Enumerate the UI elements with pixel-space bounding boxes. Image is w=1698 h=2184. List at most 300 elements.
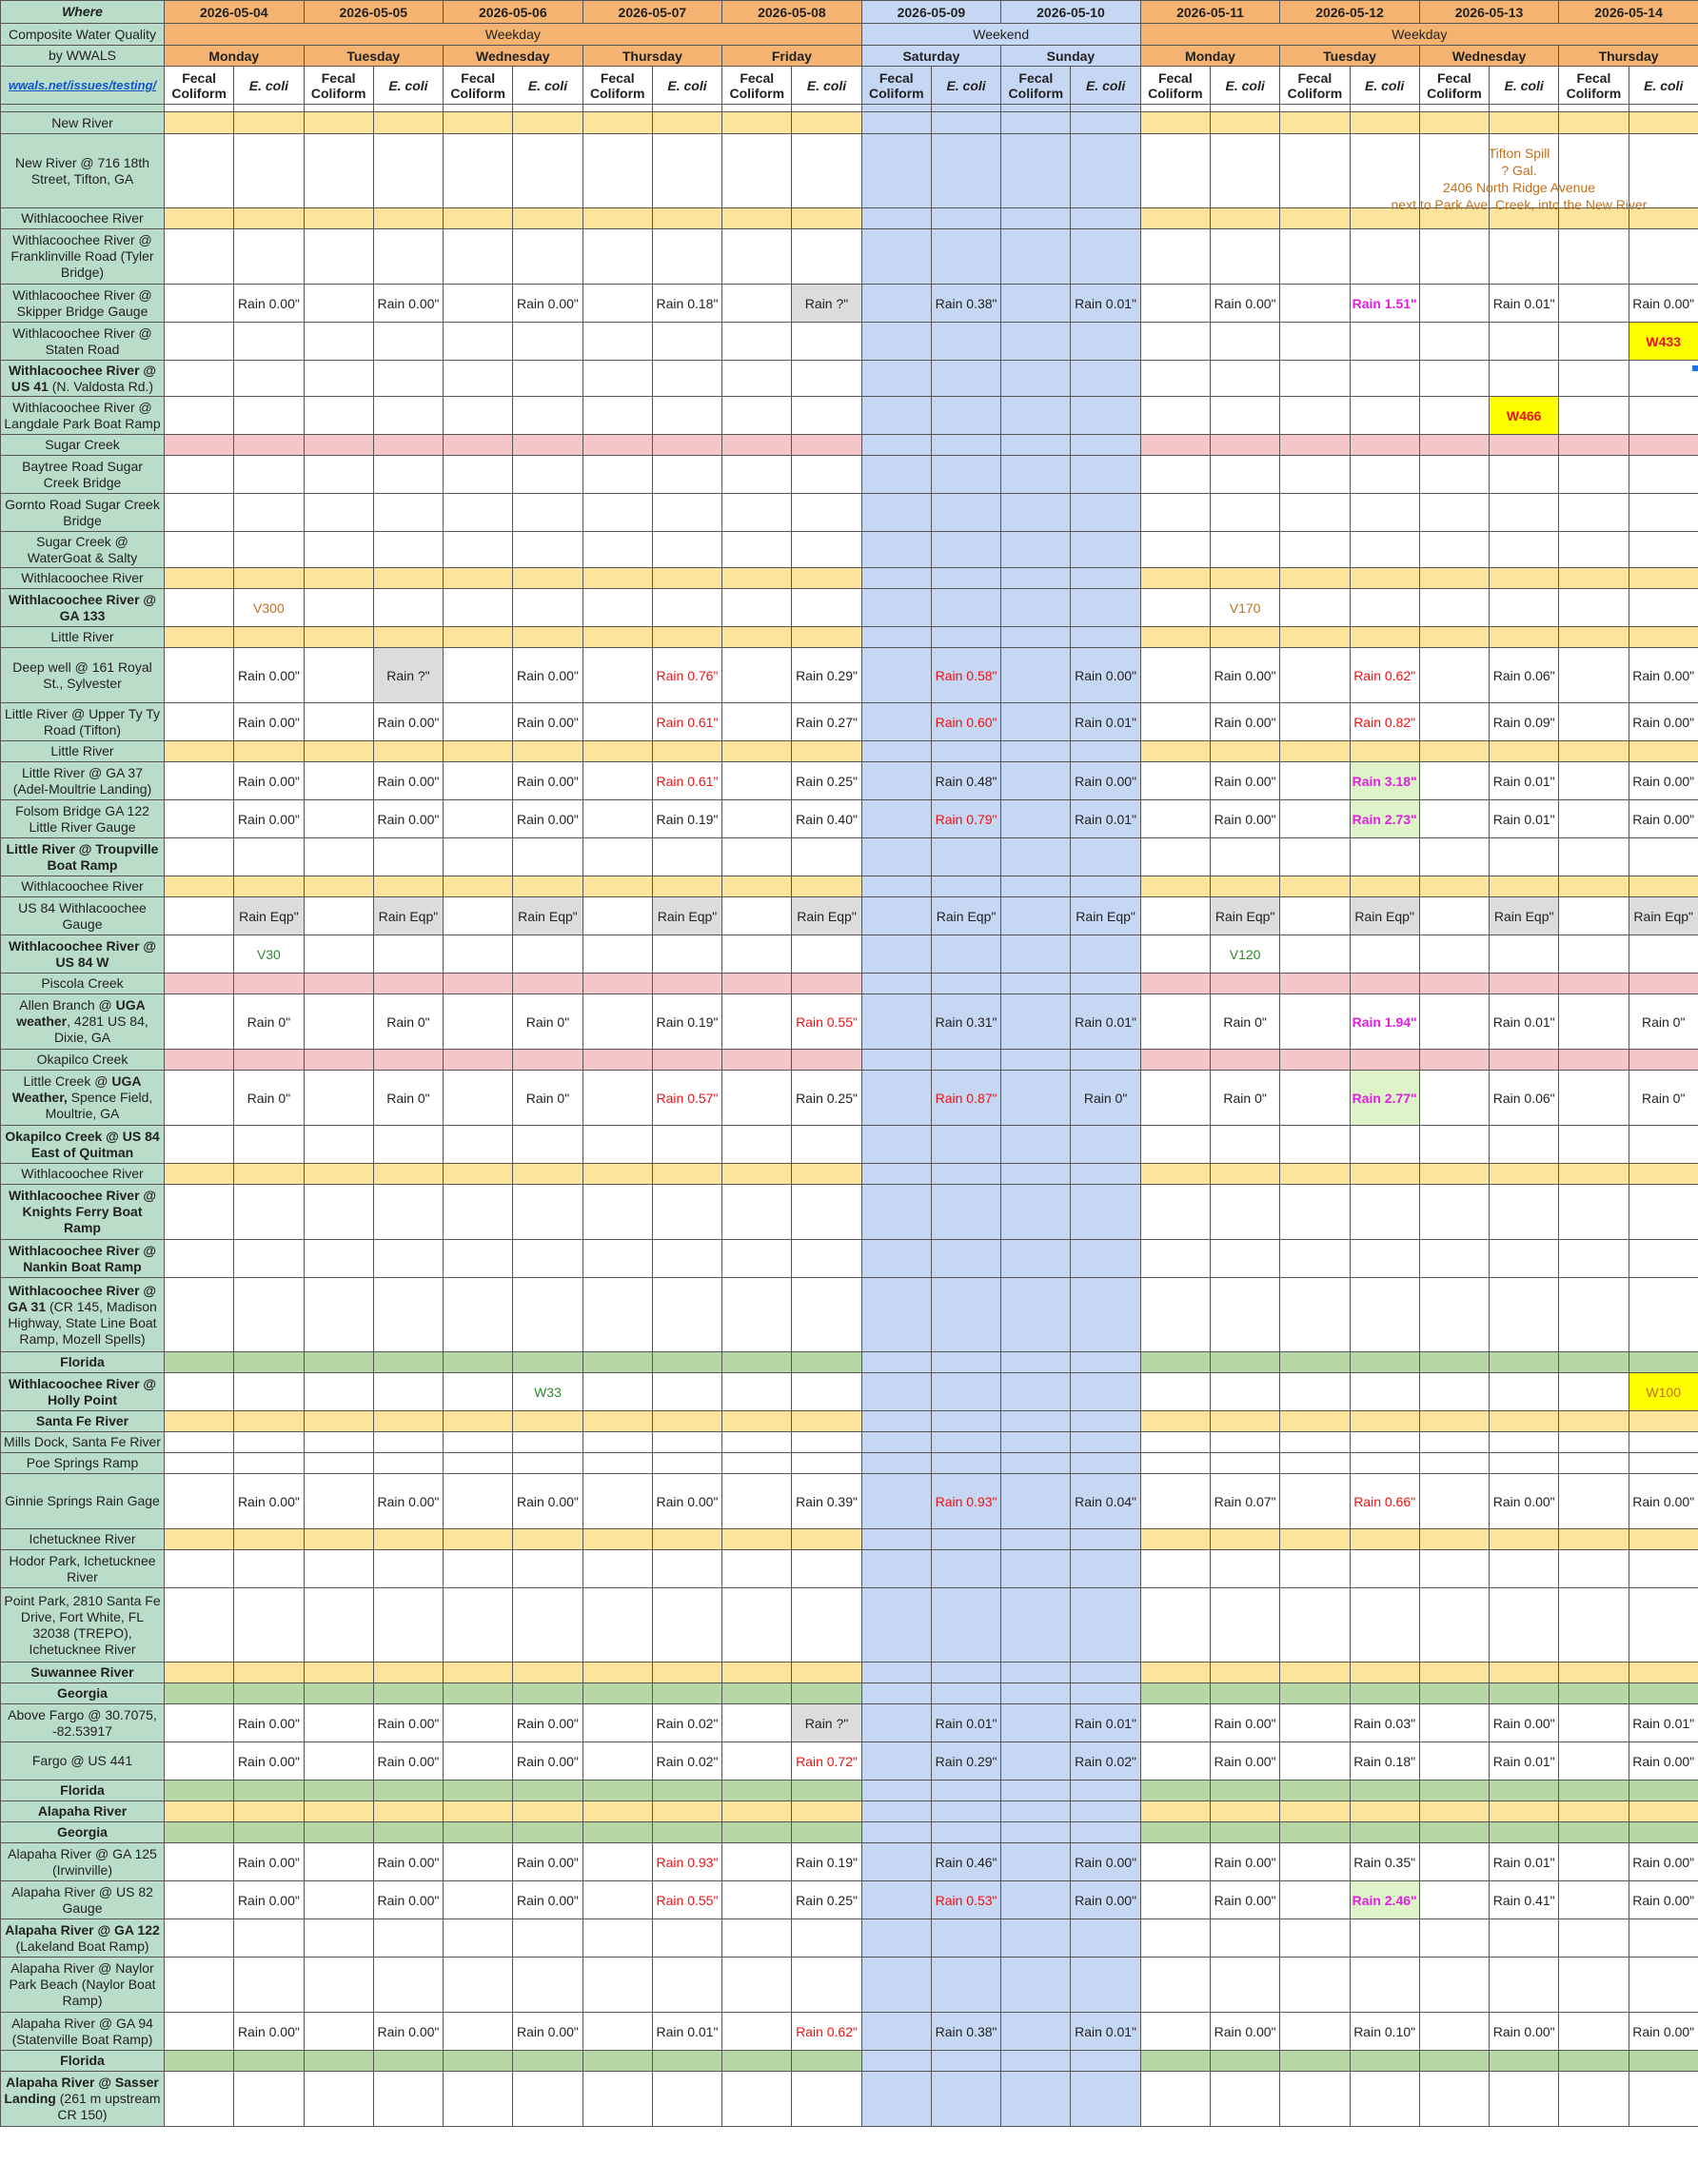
section-cell[interactable] [582, 1352, 652, 1373]
e-coli-cell[interactable] [931, 1185, 1000, 1240]
e-coli-cell[interactable] [1629, 1185, 1698, 1240]
e-coli-cell[interactable] [1071, 323, 1140, 361]
e-coli-cell[interactable] [1210, 361, 1279, 397]
site-label[interactable]: Withlacoochee River @ GA 133 [1, 589, 165, 627]
e-coli-cell[interactable] [652, 1588, 721, 1663]
e-coli-cell[interactable] [931, 1126, 1000, 1164]
e-coli-cell[interactable]: Rain 0.00" [513, 2013, 582, 2051]
e-coli-cell[interactable] [373, 2072, 443, 2127]
e-coli-cell[interactable] [931, 2072, 1000, 2127]
e-coli-cell[interactable] [513, 1432, 582, 1453]
fecal-coliform-cell[interactable] [1559, 1474, 1629, 1529]
section-cell[interactable] [652, 112, 721, 134]
fecal-coliform-header[interactable]: Fecal Coliform [722, 67, 792, 105]
section-cell[interactable] [1210, 2051, 1279, 2072]
e-coli-cell[interactable] [1629, 1919, 1698, 1958]
e-coli-cell[interactable] [373, 361, 443, 397]
e-coli-cell[interactable]: Rain 0.61" [652, 703, 721, 741]
section-label[interactable]: Ichetucknee River [1, 1529, 165, 1550]
e-coli-cell[interactable] [652, 397, 721, 435]
fecal-coliform-cell[interactable] [1140, 1185, 1210, 1240]
e-coli-cell[interactable]: Rain 0.19" [652, 800, 721, 838]
section-cell[interactable] [1210, 112, 1279, 134]
e-coli-cell[interactable]: Rain 0" [234, 1071, 304, 1126]
e-coli-cell[interactable] [1350, 1958, 1419, 2013]
section-cell[interactable] [1140, 112, 1210, 134]
fecal-coliform-cell[interactable] [861, 494, 931, 532]
section-cell[interactable] [444, 876, 513, 897]
e-coli-cell[interactable] [1210, 494, 1279, 532]
fecal-coliform-cell[interactable] [861, 2072, 931, 2127]
e-coli-cell[interactable]: Rain ?" [792, 1704, 861, 1742]
section-cell[interactable] [1629, 1781, 1698, 1801]
e-coli-cell[interactable] [1350, 361, 1419, 397]
e-coli-cell[interactable]: V300 [234, 589, 304, 627]
section-cell[interactable] [652, 1529, 721, 1550]
e-coli-cell[interactable] [373, 1919, 443, 1958]
fecal-coliform-cell[interactable] [165, 229, 234, 285]
section-cell[interactable] [1071, 974, 1140, 994]
e-coli-cell[interactable] [1490, 229, 1559, 285]
e-coli-cell[interactable] [1350, 935, 1419, 974]
section-label[interactable]: Piscola Creek [1, 974, 165, 994]
e-coli-cell[interactable]: Rain Eqp" [931, 897, 1000, 935]
fecal-coliform-cell[interactable] [722, 1071, 792, 1126]
section-cell[interactable] [1071, 435, 1140, 456]
section-cell[interactable] [1629, 1352, 1698, 1373]
e-coli-cell[interactable] [234, 1550, 304, 1588]
fecal-coliform-cell[interactable] [1419, 1432, 1489, 1453]
fecal-coliform-cell[interactable] [1001, 1474, 1071, 1529]
fecal-coliform-cell[interactable] [1280, 285, 1350, 323]
section-cell[interactable] [652, 876, 721, 897]
fecal-coliform-cell[interactable] [582, 800, 652, 838]
fecal-coliform-cell[interactable] [304, 2072, 373, 2127]
section-cell[interactable] [165, 2051, 234, 2072]
fecal-coliform-cell[interactable] [582, 397, 652, 435]
fecal-coliform-cell[interactable] [861, 1432, 931, 1453]
section-cell[interactable] [1419, 1801, 1489, 1822]
section-cell[interactable] [582, 1663, 652, 1683]
e-coli-cell[interactable] [1071, 1919, 1140, 1958]
fecal-coliform-cell[interactable] [304, 397, 373, 435]
fecal-coliform-cell[interactable] [444, 897, 513, 935]
section-cell[interactable] [234, 1164, 304, 1185]
e-coli-cell[interactable]: Rain 1.94" [1350, 994, 1419, 1050]
e-coli-cell[interactable]: Rain 0.00" [1490, 1704, 1559, 1742]
e-coli-header[interactable]: E. coli [1210, 67, 1279, 105]
section-cell[interactable] [373, 1352, 443, 1373]
fecal-coliform-cell[interactable] [304, 1240, 373, 1278]
section-cell[interactable] [1419, 1050, 1489, 1071]
e-coli-cell[interactable] [1629, 361, 1698, 397]
fecal-coliform-cell[interactable] [1140, 1453, 1210, 1474]
section-cell[interactable] [652, 1050, 721, 1071]
fecal-coliform-cell[interactable] [1559, 838, 1629, 876]
section-cell[interactable] [582, 1050, 652, 1071]
e-coli-cell[interactable] [1629, 494, 1698, 532]
fecal-coliform-cell[interactable] [582, 1742, 652, 1781]
e-coli-cell[interactable] [1350, 494, 1419, 532]
section-cell[interactable] [792, 974, 861, 994]
fecal-coliform-cell[interactable] [1140, 935, 1210, 974]
section-cell[interactable] [1419, 974, 1489, 994]
section-cell[interactable] [792, 1683, 861, 1704]
fecal-coliform-cell[interactable] [304, 935, 373, 974]
fecal-coliform-cell[interactable] [165, 494, 234, 532]
e-coli-cell[interactable]: Rain 0" [1210, 994, 1279, 1050]
fecal-coliform-cell[interactable] [1559, 1550, 1629, 1588]
e-coli-cell[interactable]: Rain 0.00" [1629, 1843, 1698, 1881]
fecal-coliform-cell[interactable] [1419, 494, 1489, 532]
fecal-coliform-cell[interactable] [165, 1453, 234, 1474]
e-coli-cell[interactable]: Rain 0.00" [513, 1881, 582, 1919]
section-cell[interactable] [1629, 1663, 1698, 1683]
e-coli-cell[interactable] [1350, 397, 1419, 435]
date-header[interactable]: 2026-05-10 [1001, 1, 1141, 24]
section-cell[interactable] [373, 1411, 443, 1432]
e-coli-cell[interactable]: Rain 0.02" [652, 1742, 721, 1781]
section-cell[interactable] [1280, 1663, 1350, 1683]
section-cell[interactable] [373, 2051, 443, 2072]
e-coli-cell[interactable] [1071, 397, 1140, 435]
section-cell[interactable] [304, 1050, 373, 1071]
e-coli-cell[interactable]: Rain 0.00" [1629, 1881, 1698, 1919]
e-coli-cell[interactable]: Rain 0.41" [1490, 1881, 1559, 1919]
section-cell[interactable] [304, 435, 373, 456]
testing-link[interactable]: wwals.net/issues/testing/ [8, 78, 157, 92]
section-cell[interactable] [1490, 568, 1559, 589]
e-coli-cell[interactable] [234, 229, 304, 285]
e-coli-cell[interactable] [1490, 1588, 1559, 1663]
e-coli-cell[interactable] [792, 134, 861, 208]
section-cell[interactable] [1559, 1822, 1629, 1843]
section-cell[interactable] [1210, 1050, 1279, 1071]
e-coli-cell[interactable]: Rain 0.00" [234, 1474, 304, 1529]
fecal-coliform-cell[interactable] [861, 1588, 931, 1663]
fecal-coliform-cell[interactable] [722, 1588, 792, 1663]
section-cell[interactable] [1280, 208, 1350, 229]
fecal-coliform-cell[interactable] [722, 532, 792, 568]
fecal-coliform-cell[interactable] [444, 1550, 513, 1588]
section-cell[interactable] [1280, 627, 1350, 648]
fecal-coliform-cell[interactable] [1559, 397, 1629, 435]
fecal-coliform-cell[interactable] [1140, 323, 1210, 361]
section-cell[interactable] [373, 568, 443, 589]
section-cell[interactable] [1490, 1164, 1559, 1185]
e-coli-cell[interactable] [1071, 2072, 1140, 2127]
fecal-coliform-cell[interactable] [1419, 1919, 1489, 1958]
section-cell[interactable] [234, 741, 304, 762]
section-cell[interactable] [1210, 1529, 1279, 1550]
fecal-coliform-cell[interactable] [1280, 456, 1350, 494]
fecal-coliform-cell[interactable] [1140, 1240, 1210, 1278]
fecal-coliform-cell[interactable] [722, 935, 792, 974]
fecal-coliform-cell[interactable] [444, 1126, 513, 1164]
section-cell[interactable] [1350, 1529, 1419, 1550]
site-label[interactable]: Point Park, 2810 Santa Fe Drive, Fort White, FL 32038 (TREPO), Ichetucknee River [1, 1588, 165, 1663]
e-coli-cell[interactable]: Rain Eqp" [1350, 897, 1419, 935]
section-cell[interactable] [1140, 435, 1210, 456]
e-coli-cell[interactable]: Rain 0.00" [1629, 2013, 1698, 2051]
section-cell[interactable] [722, 1801, 792, 1822]
e-coli-cell[interactable] [1071, 1958, 1140, 2013]
fecal-coliform-cell[interactable] [1140, 1843, 1210, 1881]
e-coli-cell[interactable]: Rain Eqp" [1490, 897, 1559, 935]
date-header[interactable]: 2026-05-06 [444, 1, 583, 24]
section-cell[interactable] [1280, 1352, 1350, 1373]
fecal-coliform-cell[interactable] [165, 456, 234, 494]
section-cell[interactable] [861, 208, 931, 229]
e-coli-cell[interactable] [652, 456, 721, 494]
section-cell[interactable] [1140, 1050, 1210, 1071]
section-cell[interactable] [513, 627, 582, 648]
site-label[interactable]: Little Creek @ UGA Weather, Spence Field, Moultrie, GA [1, 1071, 165, 1126]
fecal-coliform-cell[interactable] [444, 1843, 513, 1881]
fecal-coliform-header[interactable]: Fecal Coliform [1559, 67, 1629, 105]
section-cell[interactable] [444, 1164, 513, 1185]
e-coli-header[interactable]: E. coli [1629, 67, 1698, 105]
section-cell[interactable] [1559, 435, 1629, 456]
e-coli-cell[interactable]: Rain 0.00" [1629, 800, 1698, 838]
fecal-coliform-cell[interactable] [1419, 532, 1489, 568]
e-coli-cell[interactable] [792, 456, 861, 494]
section-cell[interactable] [722, 2051, 792, 2072]
section-cell[interactable] [1210, 1663, 1279, 1683]
e-coli-cell[interactable] [1071, 1453, 1140, 1474]
e-coli-cell[interactable]: Rain 0.00" [373, 1474, 443, 1529]
section-cell[interactable] [1140, 208, 1210, 229]
e-coli-cell[interactable]: Rain 0.00" [652, 1474, 721, 1529]
day-header[interactable]: Friday [722, 46, 862, 67]
fecal-coliform-cell[interactable] [1001, 800, 1071, 838]
e-coli-cell[interactable] [1490, 456, 1559, 494]
e-coli-cell[interactable] [373, 1432, 443, 1453]
section-cell[interactable] [1071, 1822, 1140, 1843]
fecal-coliform-cell[interactable] [1280, 994, 1350, 1050]
e-coli-cell[interactable] [1629, 1432, 1698, 1453]
section-cell[interactable] [513, 741, 582, 762]
fecal-coliform-cell[interactable] [165, 838, 234, 876]
e-coli-cell[interactable]: Rain 0.02" [1071, 1742, 1140, 1781]
section-cell[interactable] [444, 627, 513, 648]
section-cell[interactable] [165, 1529, 234, 1550]
site-label[interactable]: Allen Branch @ UGA weather, 4281 US 84, Dixie, GA [1, 994, 165, 1050]
section-cell[interactable] [1559, 1683, 1629, 1704]
e-coli-cell[interactable] [652, 935, 721, 974]
fecal-coliform-cell[interactable] [1280, 1919, 1350, 1958]
fecal-coliform-cell[interactable] [1001, 994, 1071, 1050]
e-coli-cell[interactable] [234, 838, 304, 876]
selection-handle[interactable] [1692, 365, 1698, 371]
section-cell[interactable] [1280, 876, 1350, 897]
section-cell[interactable] [722, 876, 792, 897]
e-coli-cell[interactable]: Rain 0.00" [1210, 648, 1279, 703]
section-cell[interactable] [1210, 1801, 1279, 1822]
e-coli-cell[interactable]: Rain 0.01" [652, 2013, 721, 2051]
section-cell[interactable] [1629, 1822, 1698, 1843]
fecal-coliform-cell[interactable] [1140, 1373, 1210, 1411]
section-cell[interactable] [652, 974, 721, 994]
fecal-coliform-cell[interactable] [165, 935, 234, 974]
fecal-coliform-cell[interactable] [1001, 456, 1071, 494]
site-label[interactable]: Withlacoochee River @ GA 31 (CR 145, Madison Highway, State Line Boat Ramp, Mozell Spells) [1, 1278, 165, 1352]
e-coli-cell[interactable] [234, 1588, 304, 1663]
section-cell[interactable] [722, 1781, 792, 1801]
fecal-coliform-cell[interactable] [165, 134, 234, 208]
section-cell[interactable] [652, 1663, 721, 1683]
e-coli-cell[interactable]: Rain 0.01" [1071, 2013, 1140, 2051]
fecal-coliform-cell[interactable] [1280, 1843, 1350, 1881]
section-cell[interactable] [444, 568, 513, 589]
fecal-coliform-cell[interactable] [722, 2013, 792, 2051]
e-coli-cell[interactable]: Rain 0.25" [792, 1071, 861, 1126]
e-coli-cell[interactable] [234, 323, 304, 361]
section-cell[interactable] [1280, 1822, 1350, 1843]
section-cell[interactable] [304, 876, 373, 897]
fecal-coliform-cell[interactable] [304, 1126, 373, 1164]
e-coli-cell[interactable]: Rain 0.55" [792, 994, 861, 1050]
section-cell[interactable] [931, 1663, 1000, 1683]
section-cell[interactable] [373, 435, 443, 456]
e-coli-cell[interactable] [1629, 229, 1698, 285]
fecal-coliform-cell[interactable] [861, 1240, 931, 1278]
e-coli-cell[interactable]: Rain 0.00" [1210, 703, 1279, 741]
e-coli-cell[interactable] [652, 1240, 721, 1278]
fecal-coliform-cell[interactable] [1280, 1958, 1350, 2013]
fecal-coliform-cell[interactable] [861, 229, 931, 285]
fecal-coliform-cell[interactable] [1001, 935, 1071, 974]
section-cell[interactable] [513, 1822, 582, 1843]
fecal-coliform-cell[interactable] [1559, 285, 1629, 323]
fecal-coliform-cell[interactable] [1419, 935, 1489, 974]
fecal-coliform-cell[interactable] [722, 1704, 792, 1742]
fecal-coliform-cell[interactable] [304, 1453, 373, 1474]
fecal-coliform-cell[interactable] [1419, 897, 1489, 935]
e-coli-cell[interactable]: Rain 0.79" [931, 800, 1000, 838]
section-cell[interactable] [513, 1683, 582, 1704]
section-cell[interactable] [234, 208, 304, 229]
section-cell[interactable] [1280, 1411, 1350, 1432]
site-label[interactable]: Baytree Road Sugar Creek Bridge [1, 456, 165, 494]
section-cell[interactable] [792, 627, 861, 648]
section-cell[interactable] [1629, 112, 1698, 134]
fecal-coliform-cell[interactable] [1559, 1919, 1629, 1958]
day-header[interactable]: Thursday [582, 46, 722, 67]
fecal-coliform-cell[interactable] [861, 1373, 931, 1411]
fecal-coliform-cell[interactable] [1140, 762, 1210, 800]
section-cell[interactable] [373, 1801, 443, 1822]
e-coli-cell[interactable]: Rain Eqp" [234, 897, 304, 935]
e-coli-cell[interactable] [373, 838, 443, 876]
e-coli-cell[interactable] [1350, 1550, 1419, 1588]
e-coli-cell[interactable]: Rain 0.00" [1210, 2013, 1279, 2051]
fecal-coliform-cell[interactable] [722, 1742, 792, 1781]
fecal-coliform-cell[interactable] [1140, 1278, 1210, 1352]
section-cell[interactable] [234, 1781, 304, 1801]
site-label[interactable]: Mills Dock, Santa Fe River [1, 1432, 165, 1453]
section-cell[interactable] [1629, 1164, 1698, 1185]
e-coli-cell[interactable]: Rain Eqp" [1210, 897, 1279, 935]
section-cell[interactable] [1140, 568, 1210, 589]
section-cell[interactable] [582, 627, 652, 648]
section-cell[interactable] [1490, 1529, 1559, 1550]
e-coli-cell[interactable]: Rain 0.09" [1490, 703, 1559, 741]
section-cell[interactable] [861, 1164, 931, 1185]
section-cell[interactable] [652, 1822, 721, 1843]
e-coli-cell[interactable] [373, 1278, 443, 1352]
fecal-coliform-cell[interactable] [1419, 1550, 1489, 1588]
e-coli-cell[interactable] [373, 1126, 443, 1164]
site-label[interactable]: Little River @ Upper Ty Ty Road (Tifton) [1, 703, 165, 741]
section-cell[interactable] [1559, 1050, 1629, 1071]
site-label[interactable]: Little River @ Troupville Boat Ramp [1, 838, 165, 876]
section-cell[interactable] [513, 974, 582, 994]
section-cell[interactable] [1419, 1529, 1489, 1550]
e-coli-cell[interactable] [234, 532, 304, 568]
section-cell[interactable] [792, 1352, 861, 1373]
section-cell[interactable] [444, 2051, 513, 2072]
e-coli-cell[interactable] [373, 229, 443, 285]
e-coli-cell[interactable]: Rain 0.62" [1350, 648, 1419, 703]
section-cell[interactable] [1071, 1352, 1140, 1373]
e-coli-cell[interactable]: Rain 0.00" [1071, 648, 1140, 703]
section-cell[interactable] [165, 435, 234, 456]
fecal-coliform-cell[interactable] [1419, 1704, 1489, 1742]
fecal-coliform-cell[interactable] [1001, 1843, 1071, 1881]
fecal-coliform-cell[interactable] [444, 494, 513, 532]
section-cell[interactable] [1140, 876, 1210, 897]
section-cell[interactable] [1280, 112, 1350, 134]
e-coli-cell[interactable]: Rain 0.31" [931, 994, 1000, 1050]
section-cell[interactable] [722, 1822, 792, 1843]
fecal-coliform-cell[interactable] [1419, 456, 1489, 494]
fecal-coliform-cell[interactable] [722, 1958, 792, 2013]
section-cell[interactable] [931, 2051, 1000, 2072]
section-cell[interactable] [1001, 1663, 1071, 1683]
e-coli-cell[interactable]: W433 [1629, 323, 1698, 361]
e-coli-cell[interactable]: Rain 0.01" [1490, 1742, 1559, 1781]
section-cell[interactable] [1419, 568, 1489, 589]
section-cell[interactable] [444, 1781, 513, 1801]
section-cell[interactable] [722, 1352, 792, 1373]
fecal-coliform-cell[interactable] [1280, 1704, 1350, 1742]
fecal-coliform-cell[interactable] [304, 1958, 373, 2013]
section-cell[interactable] [1350, 2051, 1419, 2072]
section-cell[interactable] [1490, 1822, 1559, 1843]
section-cell[interactable] [792, 112, 861, 134]
section-cell[interactable] [1140, 1164, 1210, 1185]
section-cell[interactable] [1280, 1801, 1350, 1822]
section-cell[interactable] [582, 2051, 652, 2072]
section-cell[interactable] [1280, 1781, 1350, 1801]
e-coli-cell[interactable] [652, 1550, 721, 1588]
site-label[interactable]: Withlacoochee River @ Staten Road [1, 323, 165, 361]
section-cell[interactable] [165, 1822, 234, 1843]
section-cell[interactable] [1001, 1411, 1071, 1432]
fecal-coliform-cell[interactable] [1280, 1185, 1350, 1240]
e-coli-cell[interactable] [234, 1126, 304, 1164]
section-cell[interactable] [165, 1683, 234, 1704]
section-cell[interactable] [1490, 1801, 1559, 1822]
e-coli-cell[interactable] [373, 1958, 443, 2013]
fecal-coliform-cell[interactable] [582, 2072, 652, 2127]
fecal-coliform-cell[interactable] [1001, 532, 1071, 568]
e-coli-cell[interactable]: Rain 0.00" [1629, 1742, 1698, 1781]
e-coli-cell[interactable] [1490, 1919, 1559, 1958]
fecal-coliform-cell[interactable] [1419, 1185, 1489, 1240]
section-cell[interactable] [1490, 1411, 1559, 1432]
